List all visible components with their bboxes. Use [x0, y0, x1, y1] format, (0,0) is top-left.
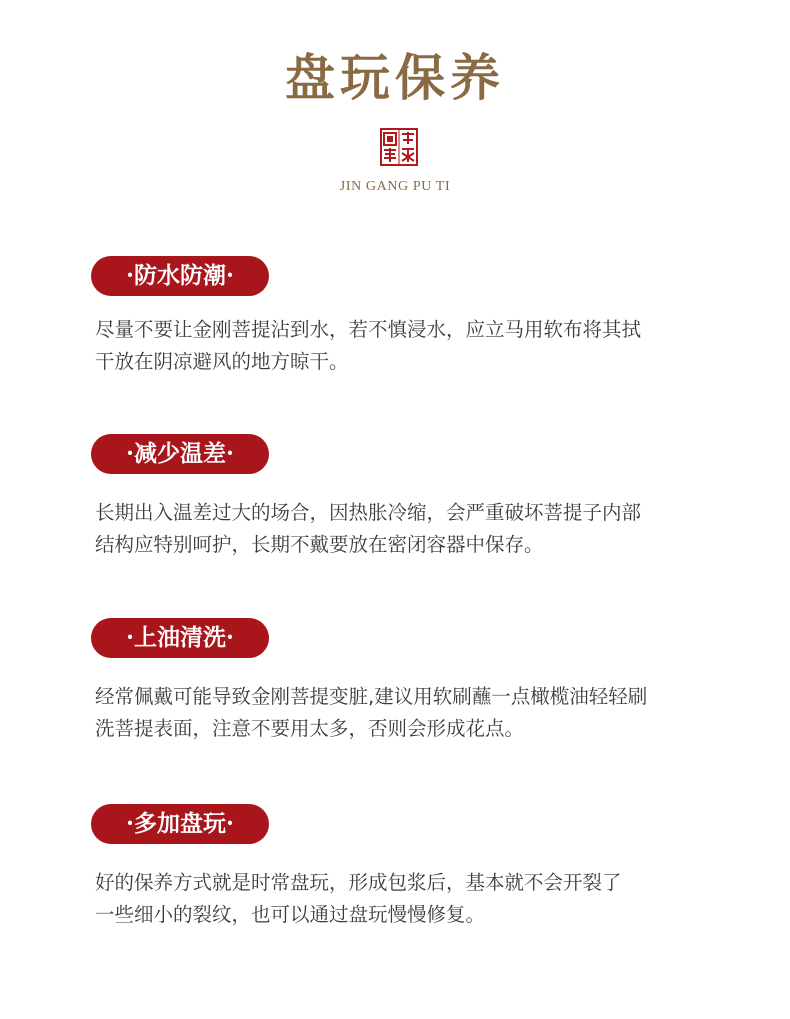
- body-line: 洗菩提表面，注意不要用太多，否则会形成花点。: [95, 717, 525, 740]
- body-line: 结构应特别呵护，长期不戴要放在密闭容器中保存。: [95, 533, 544, 556]
- red-seal-stamp-icon: [380, 128, 418, 166]
- section-label: 减少温差: [134, 440, 226, 467]
- body-line: 经常佩戴可能导致金刚菩提变脏,建议用软刷蘸一点橄榄油轻轻刷: [95, 685, 648, 708]
- body-line: 尽量不要让金刚菩提沾到水，若不慎浸水，应立马用软布将其拭: [95, 318, 642, 341]
- section-label: 多加盘玩: [134, 810, 226, 837]
- section-body: [95, 867, 725, 931]
- section-body: [95, 681, 725, 745]
- section-label: 上油清洗: [134, 624, 226, 651]
- section-label-pill: ·防水防潮·: [91, 256, 269, 296]
- section-label: 防水防潮: [134, 262, 226, 289]
- section-label-pill: ·多加盘玩·: [91, 804, 269, 844]
- page-subtitle: JIN GANG PU TI: [339, 179, 451, 194]
- page-title: 盘玩保养: [285, 48, 505, 107]
- section-label-pill: ·上油清洗·: [91, 618, 269, 658]
- body-line: 干放在阴凉避风的地方晾干。: [95, 350, 349, 373]
- section-body: [95, 314, 725, 378]
- section-body: [95, 497, 725, 561]
- body-line: 长期出入温差过大的场合，因热胀冷缩，会严重破坏菩提子内部: [95, 501, 642, 524]
- body-line: 一些细小的裂纹，也可以通过盘玩慢慢修复。: [95, 903, 486, 926]
- section-label-pill: ·减少温差·: [91, 434, 269, 474]
- body-line: 好的保养方式就是时常盘玩，形成包浆后，基本就不会开裂了: [95, 871, 622, 894]
